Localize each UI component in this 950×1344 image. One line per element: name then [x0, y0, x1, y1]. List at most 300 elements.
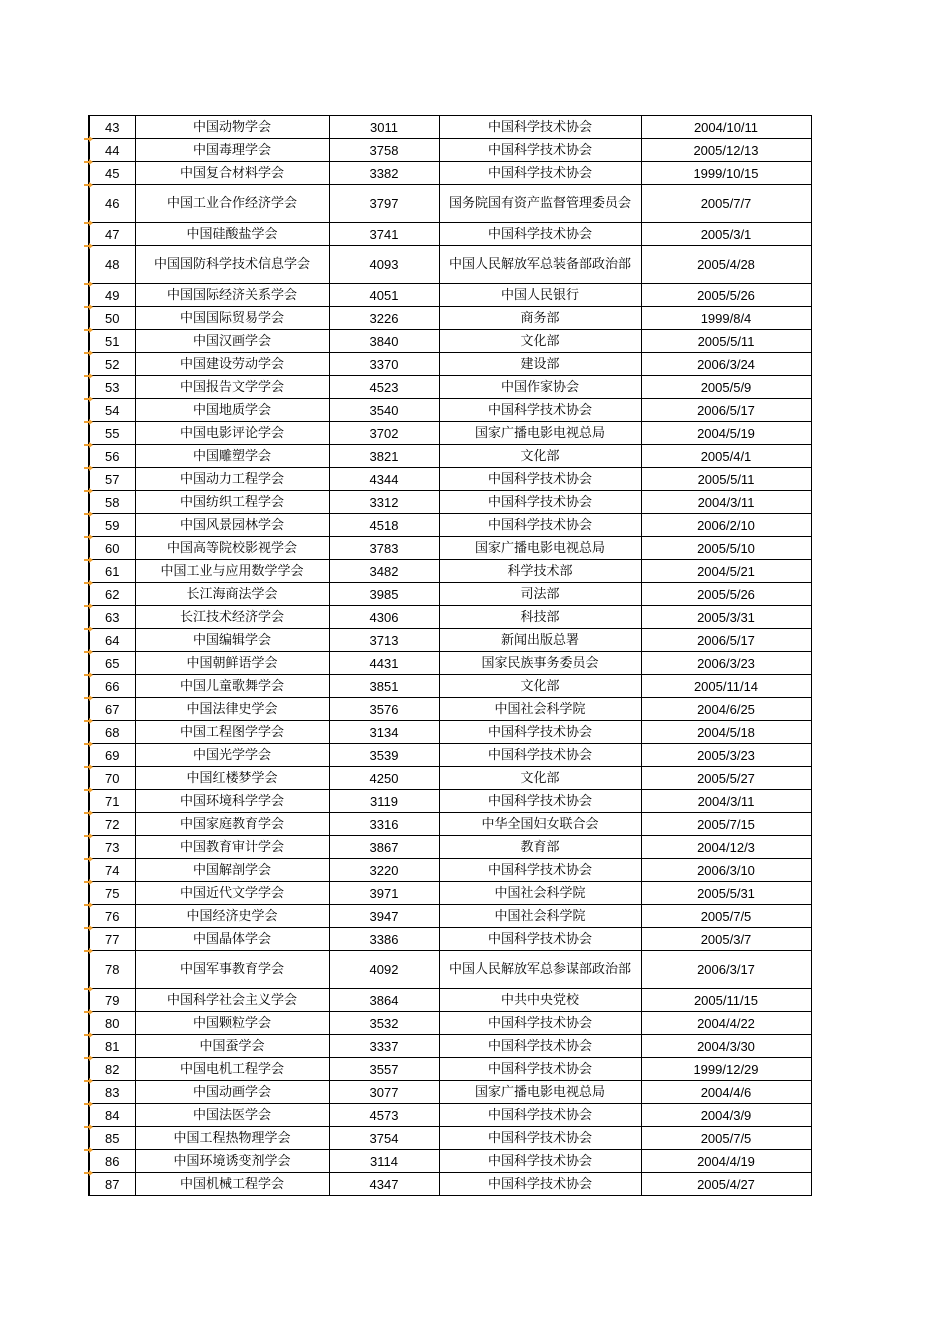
- approval-date-cell: 2005/3/7: [641, 928, 811, 951]
- row-marker-arrow-icon: [84, 373, 93, 379]
- approval-date-cell: 2005/7/7: [641, 185, 811, 223]
- approval-date-cell: 2004/4/6: [641, 1081, 811, 1104]
- table-row: [89, 859, 811, 882]
- row-number-cell: 69: [89, 744, 135, 767]
- row-number-cell: 52: [89, 353, 135, 376]
- row-marker-arrow-icon: [84, 396, 93, 402]
- society-name-cell: 中国电影评论学会: [135, 422, 329, 445]
- supervising-unit-cell: 中国科学技术协会: [439, 928, 641, 951]
- row-marker-arrow-icon: [84, 281, 93, 287]
- row-marker-arrow-icon: [84, 182, 93, 188]
- registration-code-cell: 3821: [329, 445, 439, 468]
- supervising-unit-cell: 中国科学技术协会: [439, 139, 641, 162]
- registration-code-cell: 4523: [329, 376, 439, 399]
- table-row: [89, 698, 811, 721]
- table-row: [89, 246, 811, 284]
- row-marker-arrow-icon: [84, 350, 93, 356]
- row-number-cell: 53: [89, 376, 135, 399]
- row-number-cell: 74: [89, 859, 135, 882]
- row-number-cell: 60: [89, 537, 135, 560]
- supervising-unit-cell: 国家广播电影电视总局: [439, 1081, 641, 1104]
- registration-code-cell: 3134: [329, 721, 439, 744]
- registration-code-cell: 3382: [329, 162, 439, 185]
- approval-date-cell: 1999/10/15: [641, 162, 811, 185]
- row-number-cell: 54: [89, 399, 135, 422]
- row-marker-arrow-icon: [84, 833, 93, 839]
- society-name-cell: 中国环境科学学会: [135, 790, 329, 813]
- row-marker-arrow-icon: [84, 1170, 93, 1176]
- approval-date-cell: 2005/5/31: [641, 882, 811, 905]
- row-number-cell: 63: [89, 606, 135, 629]
- supervising-unit-cell: 中国社会科学院: [439, 882, 641, 905]
- registration-code-cell: 3312: [329, 491, 439, 514]
- supervising-unit-cell: 中国科学技术协会: [439, 162, 641, 185]
- table-row: [89, 560, 811, 583]
- row-marker-arrow-icon: [84, 672, 93, 678]
- row-number-cell: 61: [89, 560, 135, 583]
- society-name-cell: 中国雕塑学会: [135, 445, 329, 468]
- supervising-unit-cell: 商务部: [439, 307, 641, 330]
- approval-date-cell: 2004/3/11: [641, 790, 811, 813]
- row-marker-arrow-icon: [84, 220, 93, 226]
- row-number-cell: 58: [89, 491, 135, 514]
- table-row: [89, 675, 811, 698]
- row-marker-arrow-icon: [84, 159, 93, 165]
- table-row: [89, 721, 811, 744]
- registration-code-cell: 3532: [329, 1012, 439, 1035]
- row-marker-arrow-icon: [84, 810, 93, 816]
- approval-date-cell: 2004/10/11: [641, 116, 811, 139]
- table-row: [89, 813, 811, 836]
- table-row: [89, 836, 811, 859]
- row-number-cell: 64: [89, 629, 135, 652]
- registration-code-cell: 3758: [329, 139, 439, 162]
- supervising-unit-cell: 文化部: [439, 445, 641, 468]
- supervising-unit-cell: 中国科学技术协会: [439, 514, 641, 537]
- table-row: [89, 744, 811, 767]
- supervising-unit-cell: 中国科学技术协会: [439, 1150, 641, 1173]
- table-row: [89, 422, 811, 445]
- row-marker-arrow-icon: [84, 1078, 93, 1084]
- society-name-cell: 中国儿童歌舞学会: [135, 675, 329, 698]
- row-number-cell: 56: [89, 445, 135, 468]
- society-name-cell: 长江技术经济学会: [135, 606, 329, 629]
- table-row: [89, 1035, 811, 1058]
- supervising-unit-cell: 中国科学技术协会: [439, 223, 641, 246]
- society-name-cell: 中国毒理学会: [135, 139, 329, 162]
- row-marker-arrow-icon: [84, 488, 93, 494]
- row-number-cell: 57: [89, 468, 135, 491]
- row-number-cell: 81: [89, 1035, 135, 1058]
- table-row: [89, 139, 811, 162]
- table-row: [89, 1173, 811, 1196]
- society-name-cell: 中国颗粒学会: [135, 1012, 329, 1035]
- approval-date-cell: 2005/7/5: [641, 905, 811, 928]
- supervising-unit-cell: 中共中央党校: [439, 989, 641, 1012]
- approval-date-cell: 1999/12/29: [641, 1058, 811, 1081]
- registration-code-cell: 4092: [329, 951, 439, 989]
- row-number-cell: 82: [89, 1058, 135, 1081]
- table-row: [89, 162, 811, 185]
- row-marker-arrow-icon: [84, 879, 93, 885]
- table-row: [89, 951, 811, 989]
- society-name-cell: 中国工业与应用数学学会: [135, 560, 329, 583]
- table-row: [89, 652, 811, 675]
- society-name-cell: 中国国防科学技术信息学会: [135, 246, 329, 284]
- row-marker-arrow-icon: [84, 1147, 93, 1153]
- society-name-cell: 中国动力工程学会: [135, 468, 329, 491]
- registration-code-cell: 3011: [329, 116, 439, 139]
- data-table: [88, 115, 812, 1196]
- society-name-cell: 中国晶体学会: [135, 928, 329, 951]
- table-row: [89, 790, 811, 813]
- approval-date-cell: 2005/3/23: [641, 744, 811, 767]
- society-name-cell: 中国动画学会: [135, 1081, 329, 1104]
- row-number-cell: 62: [89, 583, 135, 606]
- approval-date-cell: 2004/5/21: [641, 560, 811, 583]
- society-name-cell: 中国朝鲜语学会: [135, 652, 329, 675]
- supervising-unit-cell: 中国社会科学院: [439, 905, 641, 928]
- row-marker-arrow-icon: [84, 419, 93, 425]
- row-number-cell: 79: [89, 989, 135, 1012]
- approval-date-cell: 2006/3/17: [641, 951, 811, 989]
- supervising-unit-cell: 中国科学技术协会: [439, 1104, 641, 1127]
- row-number-cell: 43: [89, 116, 135, 139]
- registration-code-cell: 4431: [329, 652, 439, 675]
- table-row: [89, 1012, 811, 1035]
- supervising-unit-cell: 中国科学技术协会: [439, 859, 641, 882]
- row-marker-arrow-icon: [84, 557, 93, 563]
- row-marker-arrow-icon: [84, 442, 93, 448]
- society-name-cell: 中国军事教育学会: [135, 951, 329, 989]
- table-row: [89, 905, 811, 928]
- approval-date-cell: 2005/5/26: [641, 284, 811, 307]
- registration-code-cell: 3783: [329, 537, 439, 560]
- row-marker-arrow-icon: [84, 534, 93, 540]
- approval-date-cell: 2005/5/26: [641, 583, 811, 606]
- table-row: [89, 1127, 811, 1150]
- approval-date-cell: 2006/3/23: [641, 652, 811, 675]
- registration-code-cell: 3576: [329, 698, 439, 721]
- registration-code-cell: 3077: [329, 1081, 439, 1104]
- society-name-cell: 中国环境诱变剂学会: [135, 1150, 329, 1173]
- row-marker-arrow-icon: [84, 948, 93, 954]
- row-number-cell: 80: [89, 1012, 135, 1035]
- supervising-unit-cell: 中国科学技术协会: [439, 790, 641, 813]
- row-marker-arrow-icon: [84, 856, 93, 862]
- registration-code-cell: 3702: [329, 422, 439, 445]
- supervising-unit-cell: 中国科学技术协会: [439, 1173, 641, 1196]
- approval-date-cell: 2005/11/15: [641, 989, 811, 1012]
- registration-code-cell: 4518: [329, 514, 439, 537]
- society-name-cell: 中国工程图学学会: [135, 721, 329, 744]
- row-marker-arrow-icon: [84, 1124, 93, 1130]
- row-marker-arrow-icon: [84, 902, 93, 908]
- approval-date-cell: 2005/5/10: [641, 537, 811, 560]
- society-name-cell: 中国蚕学会: [135, 1035, 329, 1058]
- society-name-cell: 中国硅酸盐学会: [135, 223, 329, 246]
- approval-date-cell: 2005/7/5: [641, 1127, 811, 1150]
- table-row: [89, 1104, 811, 1127]
- row-number-cell: 48: [89, 246, 135, 284]
- society-name-cell: 中国风景园林学会: [135, 514, 329, 537]
- society-name-cell: 中国国际经济关系学会: [135, 284, 329, 307]
- row-marker-arrow-icon: [84, 925, 93, 931]
- row-marker-arrow-icon: [84, 764, 93, 770]
- row-marker-arrow-icon: [84, 787, 93, 793]
- registration-code-cell: 4051: [329, 284, 439, 307]
- table-row: [89, 1081, 811, 1104]
- society-name-cell: 中国科学社会主义学会: [135, 989, 329, 1012]
- registration-code-cell: 4250: [329, 767, 439, 790]
- row-marker-arrow-icon: [84, 1032, 93, 1038]
- registration-code-cell: 3220: [329, 859, 439, 882]
- approval-date-cell: 2005/5/27: [641, 767, 811, 790]
- table-row: [89, 468, 811, 491]
- approval-date-cell: 2004/4/19: [641, 1150, 811, 1173]
- society-name-cell: 中国光学学会: [135, 744, 329, 767]
- approval-date-cell: 1999/8/4: [641, 307, 811, 330]
- registration-code-cell: 4344: [329, 468, 439, 491]
- row-number-cell: 76: [89, 905, 135, 928]
- supervising-unit-cell: 中国作家协会: [439, 376, 641, 399]
- society-name-cell: 长江海商法学会: [135, 583, 329, 606]
- table-body: [89, 116, 811, 1196]
- table-row: [89, 445, 811, 468]
- row-number-cell: 70: [89, 767, 135, 790]
- approval-date-cell: 2006/3/24: [641, 353, 811, 376]
- registration-code-cell: 3370: [329, 353, 439, 376]
- row-number-cell: 49: [89, 284, 135, 307]
- registration-code-cell: 3316: [329, 813, 439, 836]
- approval-date-cell: 2005/3/1: [641, 223, 811, 246]
- table-row: [89, 376, 811, 399]
- supervising-unit-cell: 中国科学技术协会: [439, 468, 641, 491]
- row-marker-arrow-icon: [84, 1055, 93, 1061]
- registration-code-cell: 4573: [329, 1104, 439, 1127]
- approval-date-cell: 2005/5/9: [641, 376, 811, 399]
- registration-code-cell: 3226: [329, 307, 439, 330]
- table-row: [89, 353, 811, 376]
- table-row: [89, 583, 811, 606]
- society-name-cell: 中国复合材料学会: [135, 162, 329, 185]
- registration-code-cell: 3540: [329, 399, 439, 422]
- registration-code-cell: 3114: [329, 1150, 439, 1173]
- row-marker-arrow-icon: [84, 304, 93, 310]
- registration-code-cell: 3337: [329, 1035, 439, 1058]
- supervising-unit-cell: 中国人民解放军总装备部政治部: [439, 246, 641, 284]
- table-row: [89, 1150, 811, 1173]
- supervising-unit-cell: 中国社会科学院: [439, 698, 641, 721]
- table-row: [89, 284, 811, 307]
- row-number-cell: 47: [89, 223, 135, 246]
- table-row: [89, 537, 811, 560]
- row-number-cell: 55: [89, 422, 135, 445]
- society-name-cell: 中国编辑学会: [135, 629, 329, 652]
- approval-date-cell: 2004/3/9: [641, 1104, 811, 1127]
- society-name-cell: 中国红楼梦学会: [135, 767, 329, 790]
- registration-code-cell: 3851: [329, 675, 439, 698]
- approval-date-cell: 2005/3/31: [641, 606, 811, 629]
- society-name-cell: 中国电机工程学会: [135, 1058, 329, 1081]
- supervising-unit-cell: 中国科学技术协会: [439, 1012, 641, 1035]
- row-marker-arrow-icon: [84, 511, 93, 517]
- row-number-cell: 75: [89, 882, 135, 905]
- society-name-cell: 中国高等院校影视学会: [135, 537, 329, 560]
- supervising-unit-cell: 中国科学技术协会: [439, 399, 641, 422]
- row-marker-arrow-icon: [84, 626, 93, 632]
- approval-date-cell: 2006/5/17: [641, 629, 811, 652]
- supervising-unit-cell: 中国科学技术协会: [439, 1127, 641, 1150]
- approval-date-cell: 2004/3/30: [641, 1035, 811, 1058]
- approval-date-cell: 2006/2/10: [641, 514, 811, 537]
- table-row: [89, 307, 811, 330]
- row-number-cell: 66: [89, 675, 135, 698]
- row-number-cell: 46: [89, 185, 135, 223]
- row-marker-arrow-icon: [84, 465, 93, 471]
- table-row: [89, 399, 811, 422]
- row-number-cell: 67: [89, 698, 135, 721]
- row-number-cell: 44: [89, 139, 135, 162]
- supervising-unit-cell: 新闻出版总署: [439, 629, 641, 652]
- row-marker-arrow-icon: [84, 1101, 93, 1107]
- supervising-unit-cell: 中国科学技术协会: [439, 116, 641, 139]
- registration-code-cell: 3864: [329, 989, 439, 1012]
- approval-date-cell: 2004/4/22: [641, 1012, 811, 1035]
- approval-date-cell: 2005/7/15: [641, 813, 811, 836]
- supervising-unit-cell: 教育部: [439, 836, 641, 859]
- approval-date-cell: 2004/5/19: [641, 422, 811, 445]
- row-marker-arrow-icon: [84, 649, 93, 655]
- society-name-cell: 中国动物学会: [135, 116, 329, 139]
- society-name-cell: 中国建设劳动学会: [135, 353, 329, 376]
- society-name-cell: 中国工程热物理学会: [135, 1127, 329, 1150]
- supervising-unit-cell: 中国科学技术协会: [439, 1035, 641, 1058]
- table-row: [89, 989, 811, 1012]
- table-row: [89, 767, 811, 790]
- registration-code-cell: 3840: [329, 330, 439, 353]
- supervising-unit-cell: 文化部: [439, 767, 641, 790]
- registration-code-cell: 3482: [329, 560, 439, 583]
- supervising-unit-cell: 国务院国有资产监督管理委员会: [439, 185, 641, 223]
- supervising-unit-cell: 国家民族事务委员会: [439, 652, 641, 675]
- table-row: [89, 606, 811, 629]
- row-marker-arrow-icon: [84, 1009, 93, 1015]
- row-number-cell: 65: [89, 652, 135, 675]
- row-number-cell: 50: [89, 307, 135, 330]
- registration-code-cell: 3947: [329, 905, 439, 928]
- approval-date-cell: 2006/5/17: [641, 399, 811, 422]
- registration-code-cell: 3797: [329, 185, 439, 223]
- supervising-unit-cell: 国家广播电影电视总局: [439, 537, 641, 560]
- row-number-cell: 84: [89, 1104, 135, 1127]
- table-row: [89, 629, 811, 652]
- row-marker-arrow-icon: [84, 136, 93, 142]
- supervising-unit-cell: 国家广播电影电视总局: [439, 422, 641, 445]
- supervising-unit-cell: 中国人民解放军总参谋部政治部: [439, 951, 641, 989]
- society-name-cell: 中国地质学会: [135, 399, 329, 422]
- row-number-cell: 71: [89, 790, 135, 813]
- table-row: [89, 223, 811, 246]
- society-name-cell: 中国法医学会: [135, 1104, 329, 1127]
- supervising-unit-cell: 建设部: [439, 353, 641, 376]
- row-marker-arrow-icon: [84, 741, 93, 747]
- row-marker-arrow-icon: [84, 695, 93, 701]
- row-number-cell: 45: [89, 162, 135, 185]
- supervising-unit-cell: 中国科学技术协会: [439, 1058, 641, 1081]
- row-number-cell: 68: [89, 721, 135, 744]
- supervising-unit-cell: 文化部: [439, 330, 641, 353]
- society-name-cell: 中国机械工程学会: [135, 1173, 329, 1196]
- row-marker-arrow-icon: [84, 243, 93, 249]
- society-name-cell: 中国法律史学会: [135, 698, 329, 721]
- supervising-unit-cell: 中华全国妇女联合会: [439, 813, 641, 836]
- row-marker-arrow-icon: [84, 603, 93, 609]
- approval-date-cell: 2005/11/14: [641, 675, 811, 698]
- supervising-unit-cell: 中国科学技术协会: [439, 744, 641, 767]
- society-name-cell: 中国经济史学会: [135, 905, 329, 928]
- row-number-cell: 72: [89, 813, 135, 836]
- registration-code-cell: 3741: [329, 223, 439, 246]
- society-name-cell: 中国国际贸易学会: [135, 307, 329, 330]
- society-name-cell: 中国汉画学会: [135, 330, 329, 353]
- registration-code-cell: 4093: [329, 246, 439, 284]
- row-marker-arrow-icon: [84, 327, 93, 333]
- row-number-cell: 59: [89, 514, 135, 537]
- approval-date-cell: 2004/12/3: [641, 836, 811, 859]
- registration-code-cell: 3867: [329, 836, 439, 859]
- society-name-cell: 中国家庭教育学会: [135, 813, 329, 836]
- approval-date-cell: 2005/4/1: [641, 445, 811, 468]
- registration-code-cell: 3985: [329, 583, 439, 606]
- approval-date-cell: 2004/5/18: [641, 721, 811, 744]
- table-row: [89, 185, 811, 223]
- society-name-cell: 中国近代文学学会: [135, 882, 329, 905]
- approval-date-cell: 2005/5/11: [641, 468, 811, 491]
- supervising-unit-cell: 中国科学技术协会: [439, 721, 641, 744]
- row-number-cell: 77: [89, 928, 135, 951]
- approval-date-cell: 2005/4/27: [641, 1173, 811, 1196]
- approval-date-cell: 2006/3/10: [641, 859, 811, 882]
- table-row: [89, 882, 811, 905]
- table-row: [89, 330, 811, 353]
- supervising-unit-cell: 科学技术部: [439, 560, 641, 583]
- registration-code-cell: 3386: [329, 928, 439, 951]
- registration-code-cell: 3754: [329, 1127, 439, 1150]
- society-name-cell: 中国报告文学学会: [135, 376, 329, 399]
- table-row: [89, 1058, 811, 1081]
- supervising-unit-cell: 中国人民银行: [439, 284, 641, 307]
- registration-code-cell: 4306: [329, 606, 439, 629]
- table-row: [89, 491, 811, 514]
- supervising-unit-cell: 文化部: [439, 675, 641, 698]
- row-number-cell: 87: [89, 1173, 135, 1196]
- registration-code-cell: 4347: [329, 1173, 439, 1196]
- table-row: [89, 514, 811, 537]
- supervising-unit-cell: 司法部: [439, 583, 641, 606]
- row-number-cell: 51: [89, 330, 135, 353]
- table-row: [89, 928, 811, 951]
- row-number-cell: 83: [89, 1081, 135, 1104]
- approval-date-cell: 2005/5/11: [641, 330, 811, 353]
- approval-date-cell: 2005/12/13: [641, 139, 811, 162]
- society-name-cell: 中国教育审计学会: [135, 836, 329, 859]
- supervising-unit-cell: 科技部: [439, 606, 641, 629]
- row-marker-arrow-icon: [84, 986, 93, 992]
- approval-date-cell: 2005/4/28: [641, 246, 811, 284]
- row-marker-arrow-icon: [84, 718, 93, 724]
- row-number-cell: 78: [89, 951, 135, 989]
